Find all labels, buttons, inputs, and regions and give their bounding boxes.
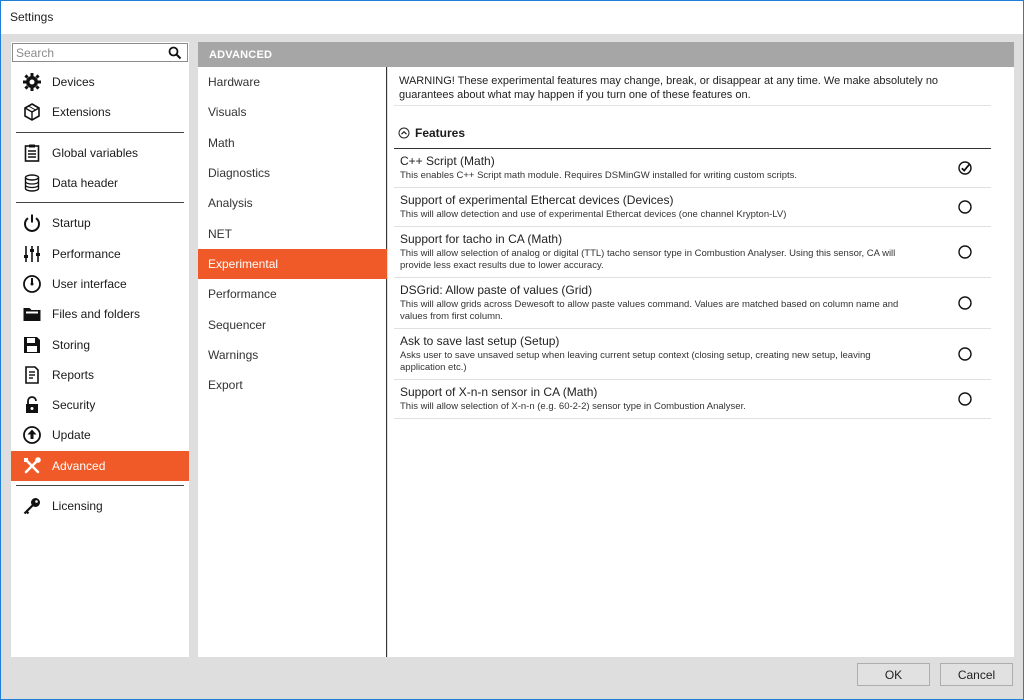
subnav-item-export[interactable]: Export — [208, 378, 243, 393]
nav-item-label: Devices — [52, 75, 95, 90]
feature-row — [394, 329, 991, 380]
nav-item-extensions[interactable] — [11, 97, 189, 127]
nav-item-label: Security — [52, 398, 96, 413]
feature-toggle-checked[interactable] — [958, 161, 972, 175]
feature-description: Asks user to save unsaved setup when leaving current setup context (closing setup, creating new setup, leaving application etc.) — [400, 350, 871, 373]
folder-icon — [22, 304, 42, 324]
database-icon — [22, 173, 42, 193]
cancel-button[interactable]: Cancel — [940, 663, 1013, 686]
search-icon[interactable] — [168, 46, 182, 60]
nav-item-label: Data header — [52, 176, 119, 191]
nav-item-user-interface[interactable] — [11, 269, 189, 299]
subnav-item-warnings[interactable]: Warnings — [208, 347, 259, 362]
subnav-item-analysis[interactable]: Analysis — [208, 196, 253, 211]
nav-item-security[interactable] — [11, 390, 189, 420]
upload-icon — [22, 425, 42, 445]
empty-circle-icon — [958, 347, 972, 361]
gear-icon — [22, 72, 42, 92]
nav-item-label: Advanced — [52, 458, 106, 473]
cube-icon — [22, 102, 42, 122]
feature-title: Support of experimental Ethercat devices (Devices) — [400, 193, 674, 207]
nav-item-reports[interactable] — [11, 360, 189, 390]
empty-circle-icon — [958, 200, 972, 214]
nav-item-update[interactable] — [11, 420, 189, 450]
feature-description: This will allow selection of X-n-n (e.g. 60-2-2) sensor type in Combustion Analyser. — [400, 401, 746, 412]
empty-circle-icon — [958, 296, 972, 310]
feature-toggle[interactable] — [958, 392, 972, 406]
clipboard-icon — [22, 143, 42, 163]
nav-item-files-and-folders[interactable] — [11, 299, 189, 329]
window-client-area — [1, 34, 1023, 699]
nav-item-label: Files and folders — [52, 307, 141, 322]
search-input[interactable] — [13, 44, 163, 61]
feature-description: This will allow detection and use of experimental Ethercat devices (one channel Krypton-LV) — [400, 209, 787, 220]
nav-item-label: Reports — [52, 367, 95, 382]
search-box — [12, 43, 188, 62]
tools-icon — [22, 456, 42, 476]
nav-item-performance[interactable] — [11, 238, 189, 268]
nav-item-licensing[interactable] — [11, 491, 189, 521]
feature-description: This will allow selection of analog or digital (TTL) tacho sensor type in Combustion Analyser. Using this sensor, CA will provide less exact results due to lower accuracy. — [400, 248, 896, 271]
dial-icon — [22, 274, 42, 294]
feature-toggle[interactable] — [958, 245, 972, 259]
report-icon — [22, 365, 42, 385]
subnav-item-net[interactable]: NET — [208, 226, 232, 241]
empty-circle-icon — [958, 392, 972, 406]
feature-row — [394, 149, 991, 188]
nav-item-label: Licensing — [52, 499, 103, 513]
feature-title: Ask to save last setup (Setup) — [400, 334, 560, 348]
checked-circle-icon — [958, 161, 972, 175]
key-icon — [22, 496, 42, 516]
subnav-item-sequencer[interactable]: Sequencer — [208, 317, 267, 332]
feature-description: This will allow grids across Dewesoft to allow paste values command. Values are matched based on column name and values from first column. — [400, 299, 899, 322]
nav-separator — [16, 202, 184, 203]
nav-item-storing[interactable] — [11, 329, 189, 359]
divider — [394, 105, 991, 106]
empty-circle-icon — [958, 245, 972, 259]
experimental-content — [388, 67, 1014, 657]
category-panel — [11, 42, 189, 657]
nav-item-data-header[interactable] — [11, 168, 189, 198]
power-icon — [22, 213, 42, 233]
nav-item-startup[interactable] — [11, 208, 189, 238]
floppy-icon — [22, 335, 42, 355]
nav-item-label: Extensions — [52, 105, 111, 120]
subcategory-list — [198, 67, 387, 400]
feature-row — [394, 227, 991, 278]
warning-text: WARNING! These experimental features may change, break, or disappear at any time. We make absolutely no guarantees about what may happen if you turn one of these features on. — [399, 75, 939, 101]
ok-button[interactable]: OK — [857, 663, 930, 686]
subnav-item-performance[interactable]: Performance — [208, 287, 277, 302]
feature-list — [394, 149, 991, 419]
nav-item-devices[interactable] — [11, 67, 189, 97]
feature-toggle[interactable] — [958, 296, 972, 310]
subcategory-panel — [198, 42, 387, 657]
nav-item-label: Update — [52, 428, 91, 443]
lock-icon — [22, 395, 42, 415]
subnav-item-hardware[interactable]: Hardware — [208, 75, 261, 90]
subnav-item-visuals[interactable]: Visuals — [208, 105, 247, 120]
feature-description: This enables C++ Script math module. Requires DSMinGW installed for writing custom scripts. — [400, 170, 798, 181]
nav-separator — [16, 132, 184, 133]
panel-header: ADVANCED — [198, 42, 1014, 67]
category-list — [11, 67, 189, 521]
nav-item-global-variables[interactable] — [11, 138, 189, 168]
nav-item-label: User interface — [52, 276, 127, 291]
feature-toggle[interactable] — [958, 200, 972, 214]
subnav-item-experimental[interactable]: Experimental — [198, 249, 387, 279]
nav-item-label: Performance — [52, 246, 121, 261]
nav-item-advanced[interactable] — [11, 451, 189, 481]
nav-item-label: Storing — [52, 337, 91, 352]
subnav-item-math[interactable]: Math — [208, 135, 235, 150]
feature-toggle[interactable] — [958, 347, 972, 361]
features-title: Features — [415, 126, 466, 140]
feature-title: Support for tacho in CA (Math) — [400, 232, 563, 246]
feature-title: C++ Script (Math) — [400, 154, 495, 168]
subnav-item-diagnostics[interactable]: Diagnostics — [208, 166, 271, 181]
nav-item-label: Global variables — [52, 145, 139, 160]
nav-item-label: Startup — [52, 216, 91, 231]
feature-row — [394, 188, 991, 227]
collapse-icon — [398, 127, 410, 139]
feature-row — [394, 380, 991, 419]
sliders-icon — [22, 244, 42, 264]
features-section-toggle[interactable] — [398, 126, 465, 140]
window-title: Settings — [1, 1, 1023, 34]
nav-separator — [16, 485, 184, 486]
feature-row — [394, 278, 991, 329]
feature-title: DSGrid: Allow paste of values (Grid) — [400, 283, 593, 297]
feature-title: Support of X-n-n sensor in CA (Math) — [400, 385, 598, 399]
